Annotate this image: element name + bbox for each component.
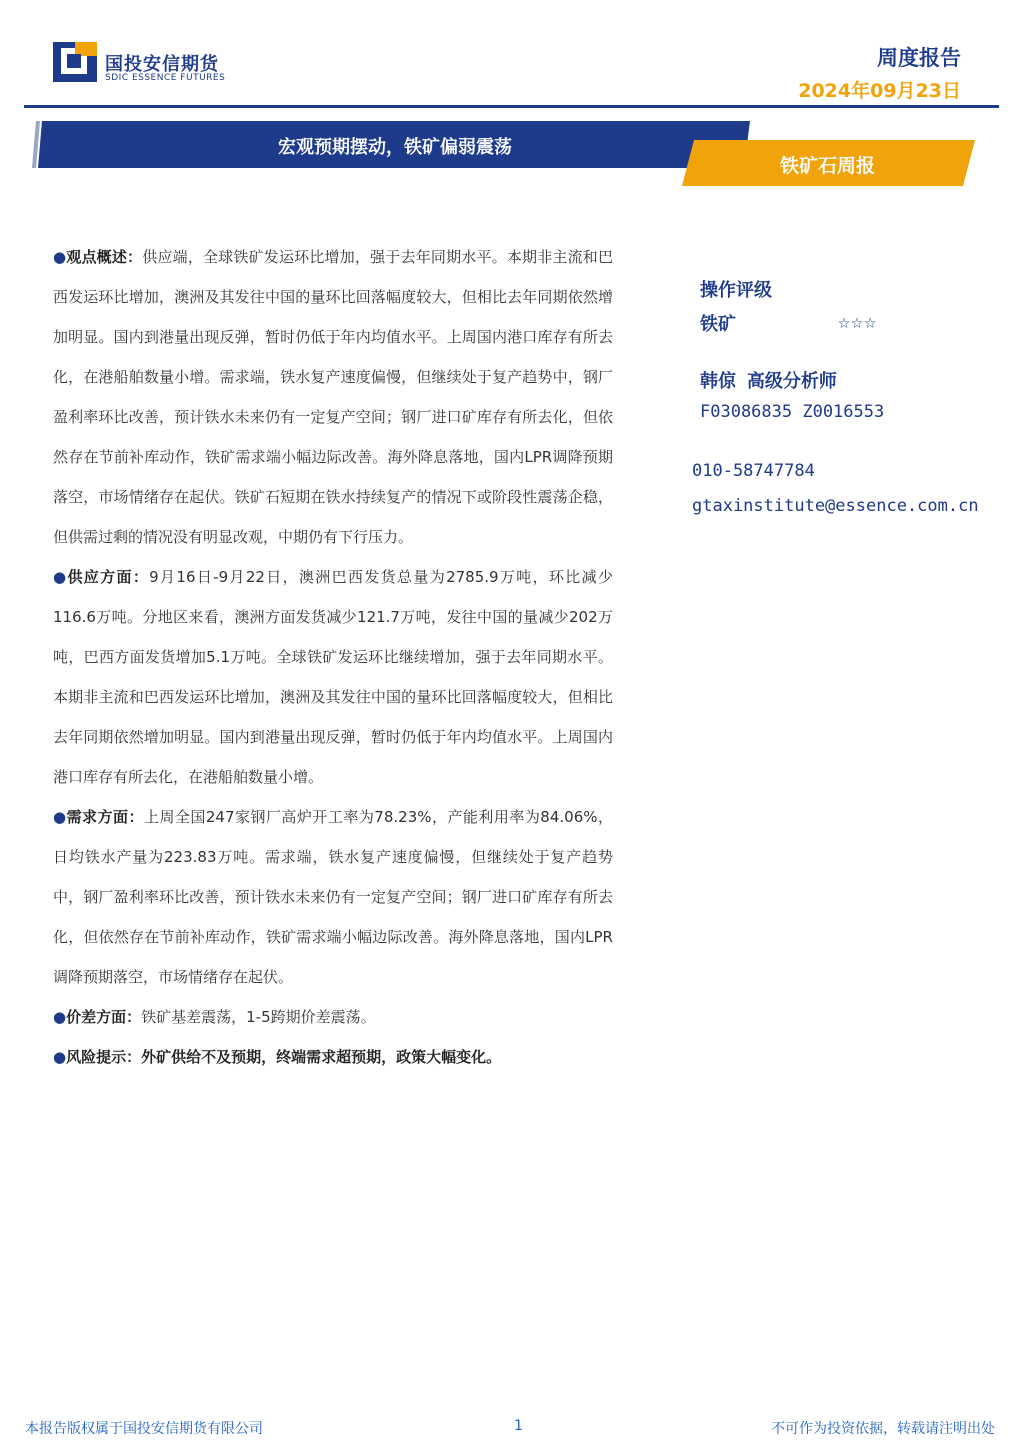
report-category-tag: 铁矿石周报 bbox=[779, 155, 875, 177]
rating-item: 铁矿 bbox=[700, 314, 736, 335]
section-label: 风险提示： bbox=[66, 1048, 142, 1066]
contact-phone: 010-58747784 bbox=[692, 461, 815, 481]
section-text: 供应端，全球铁矿发运环比增加，强于去年同期水平。本期非主流和巴西发运环比增加，澳洲及其发往中国的量环比回落幅度较大，但相比去年同期依然增加明显。国内到港量出现反弹，暂时仍低于年内均值水平。上周国内港口库存有所去化，在港船舶数量小增。需求端，铁水复产速度偏慢，但继续处于复产趋势中，钢厂盈利率环比改善，预计铁水未来仍有一定复产空间；钢厂进口矿库存有所去化，但依然存在节前补库动作，铁矿需求端小幅边际改善。海外降息落地，国内LPR调降预期落空，市场情绪存在起伏。铁矿石短期在铁水持续复产的情况下或阶段性震荡企稳，但供需过剩的情况没有明显改观，中期仍有下行压力。 bbox=[53, 248, 613, 546]
header-divider bbox=[24, 105, 999, 108]
bullet-icon: ● bbox=[53, 808, 67, 826]
section-label: 价差方面： bbox=[66, 1008, 142, 1026]
analyst-name: 韩倞 高级分析师 bbox=[700, 371, 837, 392]
bullet-icon: ● bbox=[53, 1048, 67, 1066]
report-date: 2024年09月23日 bbox=[798, 80, 961, 102]
section-label: 需求方面： bbox=[66, 808, 144, 826]
company-name-en: SDIC ESSENCE FUTURES bbox=[105, 73, 226, 83]
section-demand bbox=[53, 797, 613, 997]
section-text: 铁矿基差震荡，1-5跨期价差震荡。 bbox=[141, 1008, 376, 1026]
report-type: 周度报告 bbox=[877, 46, 961, 70]
rating-heading: 操作评级 bbox=[700, 280, 772, 301]
footer-disclaimer: 不可作为投资依据，转载请注明出处 bbox=[771, 1421, 995, 1437]
section-text: 上周全国247家钢厂高炉开工率为78.23%，产能利用率为84.06%，日均铁水产量为223.83万吨。需求端，铁水复产速度偏慢，但继续处于复产趋势中，钢厂盈利率环比改善，预计铁水未来仍有一定复产空间；钢厂进口矿库存有所去化，但依然存在节前补库动作，铁矿需求端小幅边际改善。海外降息落地，国内LPR调降预期落空，市场情绪存在起伏。 bbox=[53, 808, 613, 986]
section-text: 外矿供给不及预期，终端需求超预期，政策大幅变化。 bbox=[141, 1048, 502, 1066]
footer-copyright: 本报告版权属于国投安信期货有限公司 bbox=[25, 1421, 263, 1437]
bullet-icon: ● bbox=[53, 568, 68, 586]
section-spread bbox=[53, 997, 613, 1037]
section-overview bbox=[53, 237, 613, 557]
section-risk bbox=[53, 1037, 613, 1077]
section-label: 供应方面： bbox=[67, 568, 150, 586]
analyst-license-ids: F03086835 Z0016553 bbox=[700, 402, 885, 422]
page-number: 1 bbox=[514, 1418, 523, 1434]
section-text: 9月16日-9月22日，澳洲巴西发货总量为2785.9万吨，环比减少116.6万吨。分地区来看，澳洲方面发货减少121.7万吨，发往中国的量减少202万吨，巴西方面发货增加5.1万吨。全球铁矿发运环比继续增加，强于去年同期水平。本期非主流和巴西发运环比增加，澳洲及其发往中国的量环比回落幅度较大，但相比去年同期依然增加明显。国内到港量出现反弹，暂时仍低于年内均值水平。上周国内港口库存有所去化，在港船舶数量小增。 bbox=[53, 568, 613, 786]
section-label: 观点概述： bbox=[66, 248, 143, 266]
bullet-icon: ● bbox=[53, 248, 67, 266]
contact-email[interactable]: gtaxinstitute@essence.com.cn bbox=[692, 496, 979, 516]
company-logo-icon bbox=[53, 42, 97, 82]
report-body bbox=[53, 237, 613, 1077]
section-supply bbox=[53, 557, 613, 797]
company-name-cn: 国投安信期货 bbox=[105, 54, 219, 75]
rating-stars-icon: ☆☆☆ bbox=[838, 309, 878, 333]
report-title: 宏观预期摆动，铁矿偏弱震荡 bbox=[278, 137, 512, 158]
bullet-icon: ● bbox=[53, 1008, 67, 1026]
